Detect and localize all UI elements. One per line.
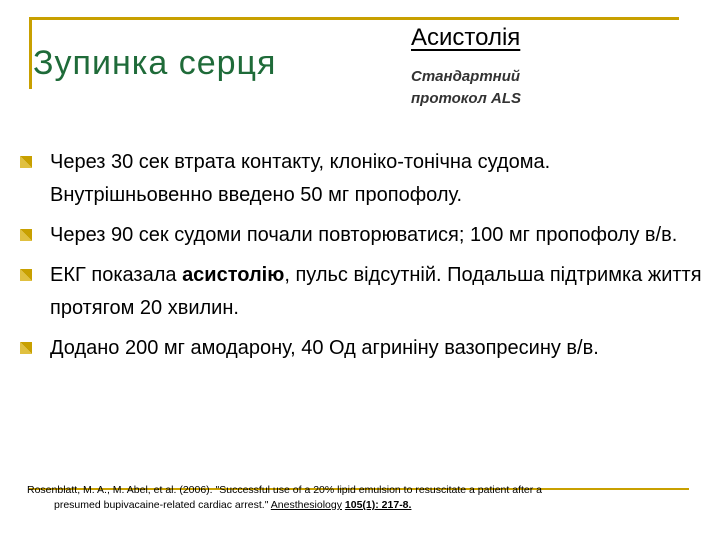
protocol-label (411, 66, 591, 110)
bullet-list (20, 146, 710, 372)
citation (27, 483, 695, 513)
bullet-text-bold: асистолію (182, 264, 285, 286)
frame-line-top (29, 17, 679, 20)
bullet-item (20, 146, 710, 212)
bullet-text: Через 30 сек втрата контакту, клоніко-тонічна судома. Внутрішньовенно введено 50 мг пропофолу. (50, 151, 551, 206)
bullet-text: Додано 200 мг амодарону, 40 Од агриніну вазопресину в/в. (50, 337, 599, 359)
bullet-item (20, 219, 710, 252)
citation-line-1: Rosenblatt, M. A., M. Abel, et al. (2006). "Successful use of a 20% lipid emulsion to resuscitate a patient after a (27, 484, 542, 496)
citation-line-2 (27, 498, 695, 513)
citation-volume-link[interactable]: 105(1): 217-8. (344, 499, 412, 511)
square-bullet-icon (20, 156, 32, 168)
slide-title: Зупинка серця (33, 44, 277, 82)
protocol-line-2: протокол ALS (411, 90, 522, 107)
bullet-item (20, 332, 710, 365)
bullet-item (20, 259, 710, 325)
square-bullet-icon (20, 229, 32, 241)
square-bullet-icon (20, 342, 32, 354)
square-bullet-icon (20, 269, 32, 281)
citation-text: presumed bupivacaine-related cardiac arrest." (54, 499, 271, 511)
citation-journal-link[interactable]: Anesthesiology (270, 499, 342, 511)
bullet-text-before: ЕКГ показала (50, 264, 183, 286)
bullet-text: Через 90 сек судоми почали повторюватися; 100 мг пропофолу в/в. (50, 224, 678, 246)
protocol-line-1: Стандартний (411, 68, 521, 85)
frame-line-left (29, 17, 32, 89)
bullet-text-after: , пульс відсутній. Подальша підтримка життя протягом 20 хвилин. (50, 264, 702, 319)
slide-subtitle: Асистолія (411, 24, 521, 51)
